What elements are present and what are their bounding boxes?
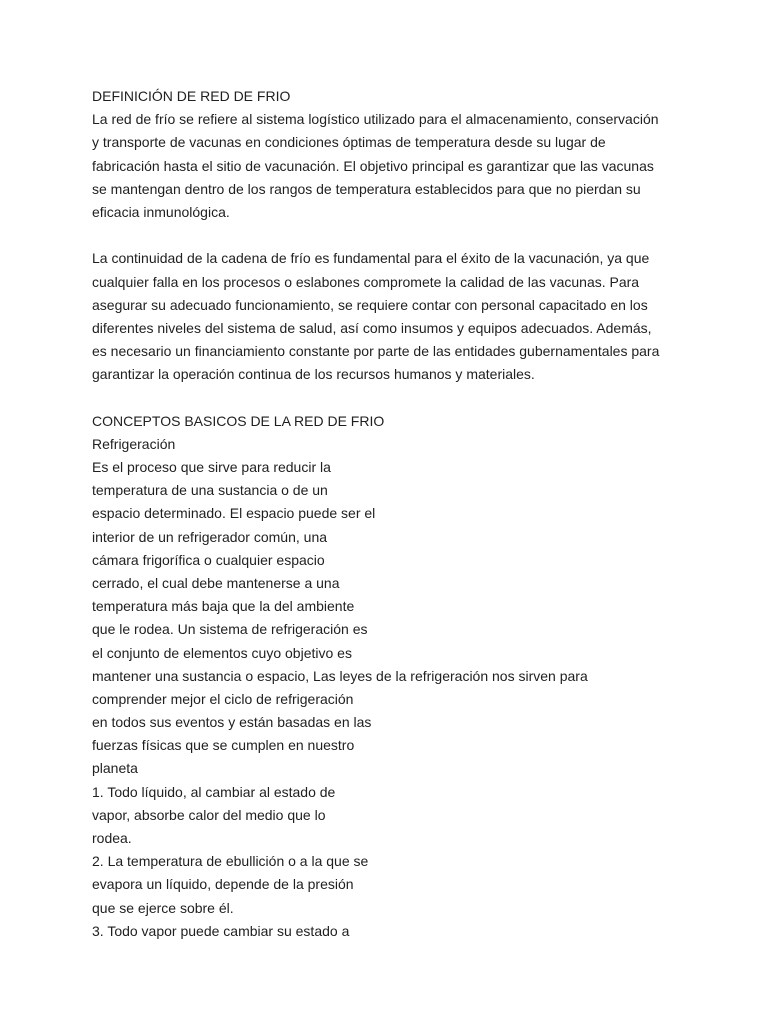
body-line: evapora un líquido, depende de la presión [92, 876, 354, 893]
section-heading-definicion: DEFINICIÓN DE RED DE FRIO [92, 88, 291, 104]
section-heading-conceptos: CONCEPTOS BASICOS DE LA RED DE FRIO [92, 412, 385, 429]
body-line: espacio determinado. El espacio puede ser el [92, 505, 376, 522]
paragraph-line: La red de frío se refiere al sistema logístico utilizado para el almacenamiento, conservación [92, 111, 659, 128]
paragraph-line: La continuidad de la cadena de frío es fundamental para el éxito de la vacunación, ya que [92, 250, 650, 267]
body-line: vapor, absorbe calor del medio que lo [92, 806, 326, 823]
paragraph-line: asegurar su adecuado funcionamiento, se requiere contar con personal capacitado en los [92, 296, 648, 313]
body-line: que se ejerce sobre él. [92, 899, 234, 916]
paragraph-line: es necesario un financiamiento constante por parte de las entidades gubernamentales para [92, 343, 660, 360]
body-line: planeta [92, 760, 138, 777]
list-item-2: 2. La temperatura de ebullición o a la que se [92, 853, 369, 870]
list-item-3: 3. Todo vapor puede cambiar su estado a [92, 922, 350, 939]
paragraph-line: se mantengan dentro de los rangos de temperatura establecidos para que no pierdan su [92, 180, 641, 197]
paragraph-line: eficacia inmunológica. [92, 203, 230, 220]
body-line: comprender mejor el ciclo de refrigeración [92, 690, 354, 707]
body-line: cerrado, el cual debe mantenerse a una [92, 574, 340, 591]
body-line: el conjunto de elementos cuyo objetivo es [92, 644, 352, 661]
subheading-refrigeracion: Refrigeración [92, 435, 176, 452]
paragraph-spacer [92, 386, 692, 409]
paragraph-line: cualquier falla en los procesos o eslabones compromete la calidad de las vacunas. Para [92, 273, 640, 290]
body-line: mantener una sustancia o espacio, Las leyes de la refrigeración nos sirven para [92, 667, 588, 684]
body-line: temperatura más baja que la del ambiente [92, 598, 355, 615]
paragraph-line: y transporte de vacunas en condiciones óptimas de temperatura desde su lugar de [92, 134, 606, 151]
paragraph-line: garantizar la operación continua de los recursos humanos y materiales. [92, 366, 535, 383]
list-item-1: 1. Todo líquido, al cambiar al estado de [92, 783, 336, 800]
paragraph-line: fabricación hasta el sitio de vacunación. El objetivo principal es garantizar que las vacunas [92, 157, 654, 174]
paragraph-spacer [92, 224, 692, 247]
body-line: Es el proceso que sirve para reducir la [92, 459, 331, 475]
body-line: en todos sus eventos y están basadas en las [92, 714, 372, 731]
body-line: cámara frigorífica o cualquier espacio [92, 551, 325, 568]
body-line: que le rodea. Un sistema de refrigeración es [92, 621, 368, 638]
document-body [92, 85, 692, 943]
body-line: rodea. [92, 830, 132, 846]
body-line: interior de un refrigerador común, una [92, 528, 328, 545]
body-line: temperatura de una sustancia o de un [92, 482, 328, 499]
paragraph-line: diferentes niveles del sistema de salud, así como insumos y equipos adecuados. Además, [92, 319, 652, 336]
body-line: fuerzas físicas que se cumplen en nuestro [92, 737, 355, 754]
